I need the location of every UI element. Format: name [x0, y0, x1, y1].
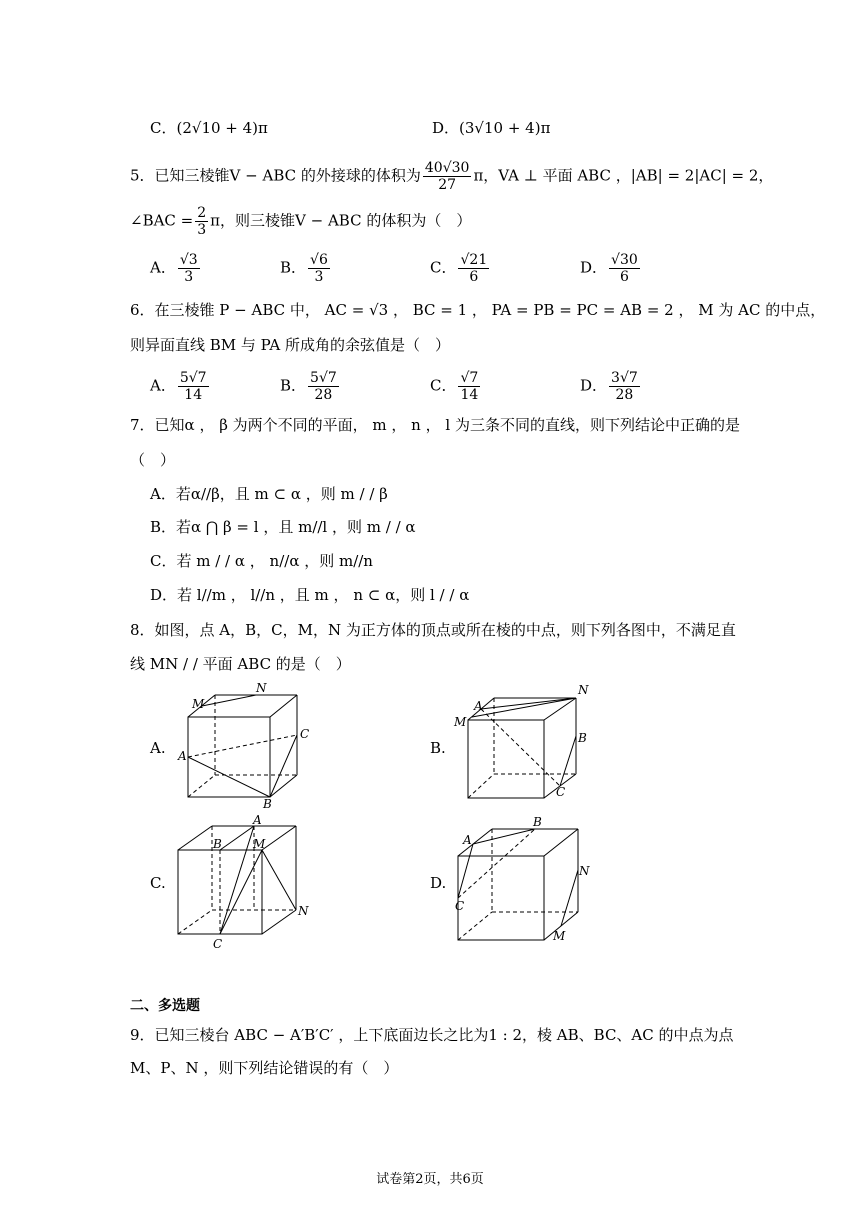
q7-option-c: C．若 m / / α ， n//α ，则 m//n	[150, 552, 373, 570]
q5-option-c-den: 6	[469, 269, 479, 285]
fig-b-c: C	[556, 785, 566, 799]
q6-option-d-num: 3√7	[611, 370, 638, 386]
q8-stem-line1: 8．如图，点 A，B，C，M，N 为正方体的顶点或所在棱的中点，则下列各图中，不满足直	[130, 621, 736, 639]
q8-figure-b-label: B.	[430, 739, 446, 757]
q5-volume-denominator: 27	[438, 177, 457, 193]
q6-option-c	[430, 370, 482, 403]
fig-b-m: M	[454, 715, 467, 729]
fig-c-c: C	[213, 937, 223, 951]
q4-option-c-value: (2√10 + 4)π	[176, 119, 268, 137]
q5-option-d-label: D．	[580, 258, 608, 277]
q5-option-b-label: B．	[280, 258, 307, 277]
fig-b-b: B	[578, 731, 587, 745]
q5-angle-fraction	[195, 205, 208, 238]
q6-stem-line1: 6．在三棱锥 P − ABC 中， AC = √3 ， BC = 1 ， PA = PB = PC = AB = 2 ， M 为 AC 的中点，	[130, 301, 826, 319]
fig-d-b: B	[533, 815, 542, 829]
q5-volume-fraction	[423, 160, 472, 193]
q4-option-c	[150, 118, 268, 138]
fig-a-a: A	[178, 749, 187, 763]
q5-stem-text: 5．已知三棱锥V − ABC 的外接球的体积为	[130, 166, 421, 185]
q6-option-b	[280, 370, 341, 403]
fig-d-m: M	[553, 929, 566, 943]
q5-option-a-label: A．	[150, 258, 176, 277]
q7-option-d: D．若 l//m ， l//n ，且 m ， n ⊂ α，则 l / / α	[150, 586, 470, 604]
q5-option-b-den: 3	[314, 269, 324, 285]
fig-d-n: N	[579, 864, 590, 878]
q8-figure-a-label: A.	[150, 739, 166, 757]
q6-option-c-num: √7	[460, 370, 479, 386]
q8-figure-c	[165, 812, 325, 952]
q5-option-c-fraction	[458, 252, 489, 285]
q6-option-d-den: 28	[615, 387, 634, 403]
q5-option-b	[280, 252, 332, 285]
q7-option-b: B．若α ⋂ β = l ，且 m//l ，则 m / / α	[150, 518, 416, 536]
fig-c-m: M	[253, 837, 266, 851]
q6-stem-line2: 则异面直线 BM 与 PA 所成角的余弦值是（ ）	[130, 336, 451, 354]
q5-stem-line1	[130, 160, 773, 193]
q5-option-b-fraction	[308, 252, 330, 285]
q6-option-c-den: 14	[460, 387, 479, 403]
q6-option-b-den: 28	[314, 387, 333, 403]
q5-angle-denominator: 3	[197, 222, 207, 238]
q7-stem-line1: 7．已知α ， β 为两个不同的平面， m ， n ， l 为三条不同的直线，则下列结论中正确的是	[130, 416, 740, 434]
fig-a-n: N	[256, 681, 267, 695]
q5-stem-line2	[130, 205, 471, 238]
fig-c-n: N	[298, 904, 309, 918]
q5-option-c	[430, 252, 491, 285]
q4-option-d-value: (3√10 + 4)π	[459, 119, 551, 137]
q8-figure-d-label: D.	[430, 874, 447, 892]
q5-angle: ∠BAC =	[130, 211, 194, 230]
q6-option-d-label: D．	[580, 376, 608, 395]
q4-option-c-label: C．	[150, 119, 177, 137]
q9-stem-line1: 9．已知三棱台 ABC − A′B′C′ ，上下底面边长之比为1 : 2，棱 AB、BC、AC 的中点为点	[130, 1026, 734, 1044]
q8-figure-b	[450, 680, 600, 810]
q6-option-d	[580, 370, 642, 403]
fig-d-a: A	[463, 833, 472, 847]
q5-option-c-num: √21	[460, 252, 488, 268]
q8-figure-d	[445, 812, 605, 952]
q5-option-a-fraction	[178, 252, 200, 285]
fig-d-c: C	[455, 899, 465, 913]
fig-a-b: B	[263, 797, 272, 810]
section-multiple-choice: 二、多选题	[130, 998, 200, 1014]
q6-option-b-num: 5√7	[310, 370, 337, 386]
q6-option-a	[150, 370, 211, 403]
q4-option-d-label: D．	[432, 119, 460, 137]
q5-angle-numerator: 2	[197, 205, 207, 221]
q5-option-d-den: 6	[619, 269, 629, 285]
q6-option-b-fraction	[308, 370, 339, 403]
q5-stem-text-b: π，VA ⊥ 平面 ABC ，|AB| = 2|AC| = 2，	[473, 166, 774, 185]
q6-option-b-label: B．	[280, 376, 307, 395]
q5-option-a	[150, 252, 202, 285]
q8-figure-c-label: C.	[150, 874, 166, 892]
fig-c-a: A	[253, 813, 262, 827]
q5-option-d-fraction	[609, 252, 640, 285]
q6-option-a-fraction	[178, 370, 209, 403]
q5-option-d	[580, 252, 642, 285]
q5-volume-numerator: 40√30	[424, 160, 470, 176]
fig-b-a: A	[474, 699, 483, 713]
q6-option-c-label: C．	[430, 376, 457, 395]
q6-option-a-num: 5√7	[179, 370, 207, 386]
q6-option-c-fraction	[458, 370, 480, 403]
fig-b-n: N	[578, 683, 589, 697]
q5-option-a-den: 3	[184, 269, 194, 285]
fig-a-m: M	[192, 697, 205, 711]
q5-option-a-num: √3	[179, 252, 198, 268]
q6-option-a-label: A．	[150, 376, 176, 395]
q6-option-d-fraction	[609, 370, 640, 403]
fig-a-c: C	[300, 727, 310, 741]
fig-c-b: B	[213, 837, 222, 851]
q5-option-c-label: C．	[430, 258, 457, 277]
q4-option-d	[432, 118, 550, 138]
q7-stem-line2: （ ）	[130, 451, 176, 469]
q5-option-d-num: √30	[611, 252, 638, 268]
q8-stem-line2: 线 MN / / 平面 ABC 的是（ ）	[130, 655, 351, 673]
q6-option-a-den: 14	[184, 387, 203, 403]
q5-option-b-num: √6	[310, 252, 328, 268]
page-footer: 试卷第2页，共6页	[376, 1172, 484, 1187]
q5-stem-text-2: π，则三棱锥V − ABC 的体积为（ ）	[210, 211, 472, 230]
q8-figure-a	[170, 680, 320, 810]
q7-option-a: A．若α//β，且 m ⊂ α ，则 m / / β	[150, 485, 388, 503]
q9-stem-line2: M、P、N ，则下列结论错误的有（ ）	[130, 1059, 399, 1077]
